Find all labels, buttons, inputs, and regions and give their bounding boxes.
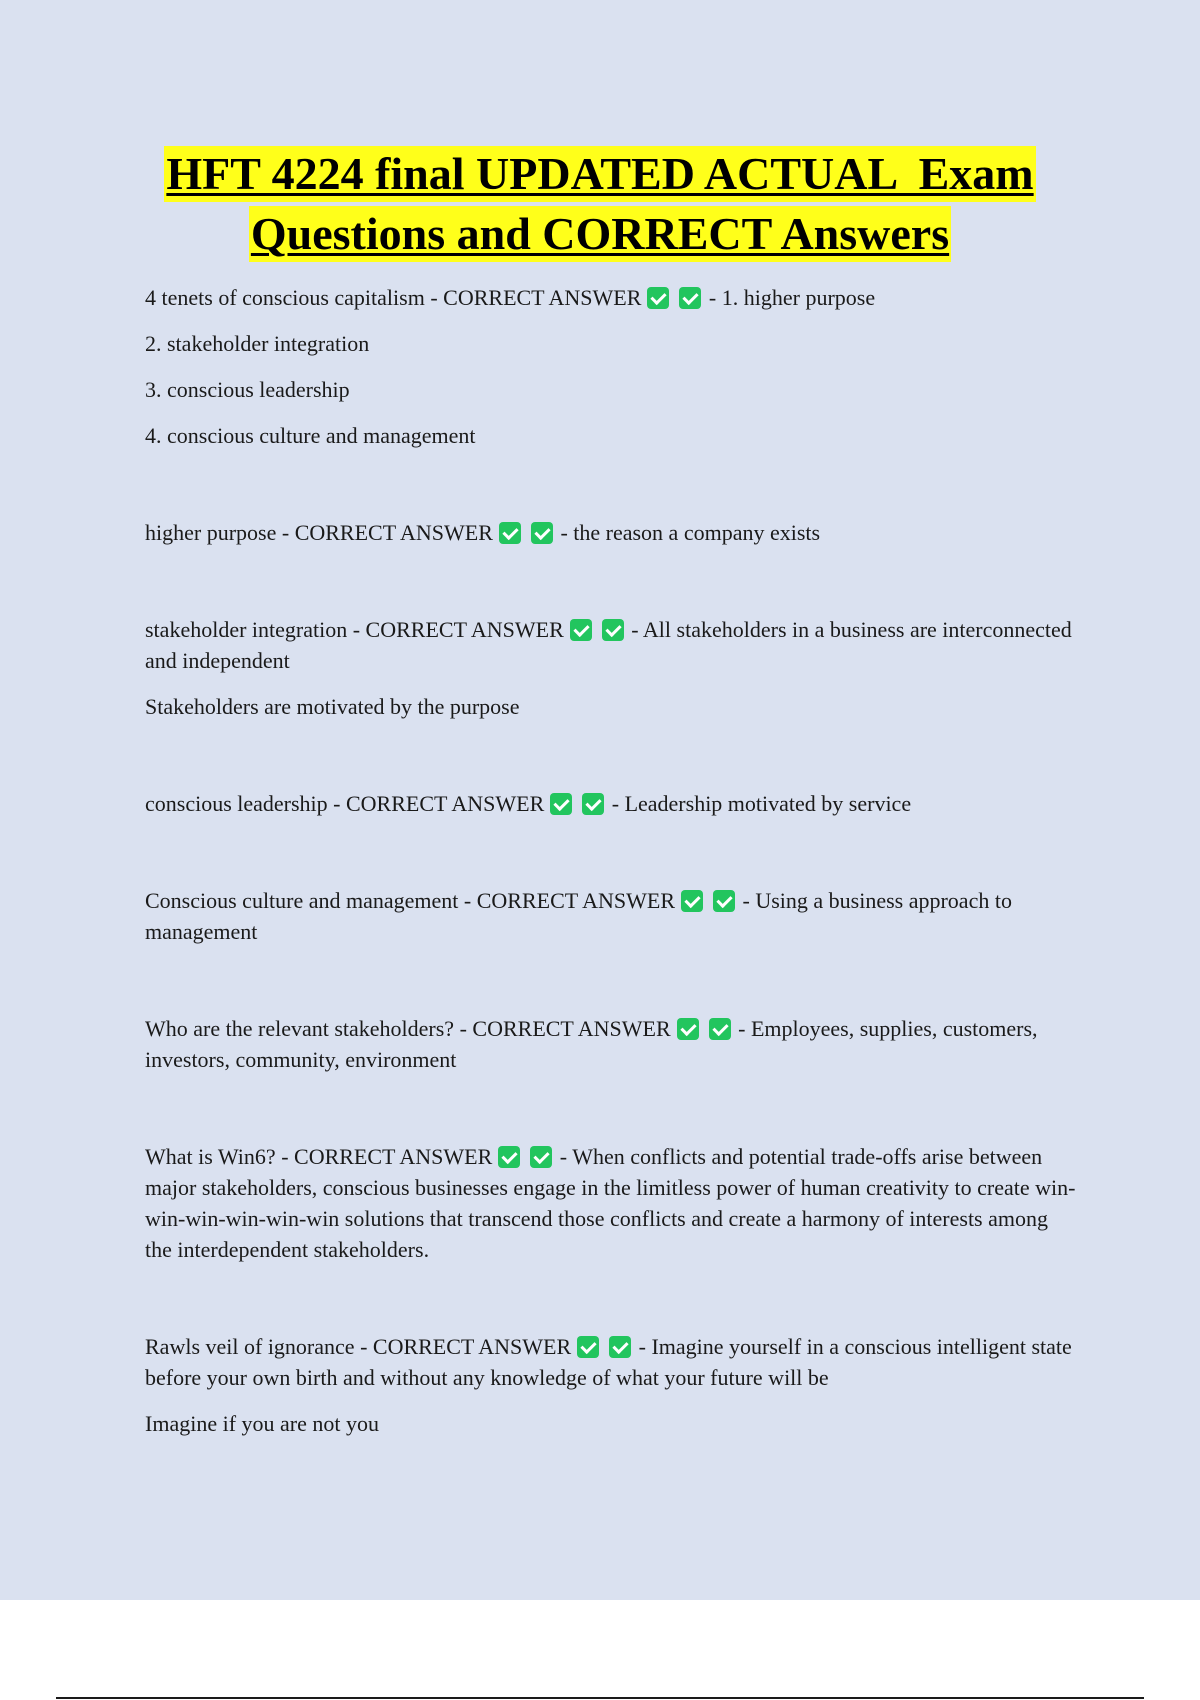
- check-box-icon: [530, 1146, 552, 1168]
- question-text: stakeholder integration: [145, 617, 348, 642]
- check-box-icon: [647, 287, 669, 309]
- qa-list: [145, 282, 1080, 1439]
- answer-text: Using a business approach to management: [145, 888, 1012, 944]
- check-box-icon: [582, 793, 604, 815]
- answer-text: the reason a company exists: [573, 520, 821, 545]
- question-text: Conscious culture and management: [145, 888, 459, 913]
- qa-entry: What is Win6? - CORRECT ANSWER - When conflicts and potential trade-offs arise between major stakeholders, conscious businesses engage in the limitless power of human creativity to create win-win-win-win-win-win solutions that transcend those conflicts and create a harmony of interests among the interdependent stakeholders.: [145, 1144, 1076, 1262]
- qa-entry: stakeholder integration - CORRECT ANSWER - All stakeholders in a business are interconnected and independent: [145, 617, 1072, 673]
- answer-text: Imagine yourself in a conscious intelligent state before your own birth and without any knowledge of what your future will be: [145, 1334, 1072, 1390]
- answer-text: Leadership motivated by service: [624, 791, 912, 816]
- answer-marker: CORRECT ANSWER: [443, 285, 642, 310]
- answer-text: All stakeholders in a business are interconnected and independent: [145, 617, 1072, 673]
- question-text: conscious leadership: [145, 791, 328, 816]
- check-box-icon: [498, 1146, 520, 1168]
- answer-continuation: Imagine if you are not you: [145, 1411, 379, 1436]
- answer-continuation: 4. conscious culture and management: [145, 423, 476, 448]
- check-box-icon: [550, 793, 572, 815]
- answer-text: When conflicts and potential trade-offs arise between major stakeholders, conscious businesses engage in the limitless power of human creativity to create win-win-win-win-win-win solutions that transcend those conflicts and create a harmony of interests among the interdependent stakeholders.: [145, 1144, 1076, 1262]
- question-text: What is Win6?: [145, 1144, 276, 1169]
- question-text: Rawls veil of ignorance: [145, 1334, 355, 1359]
- qa-entry: Conscious culture and management - CORRECT ANSWER - Using a business approach to management: [145, 888, 1012, 944]
- answer-text: 1. higher purpose: [721, 285, 876, 310]
- check-box-icon: [577, 1336, 599, 1358]
- answer-continuation: 2. stakeholder integration: [145, 331, 370, 356]
- document-title: [0, 146, 1200, 262]
- qa-entry: Who are the relevant stakeholders? - CORRECT ANSWER - Employees, supplies, customers, investors, community, environment: [145, 1016, 1038, 1072]
- footer-divider: [56, 1697, 1144, 1699]
- check-box-icon: [709, 1018, 731, 1040]
- answer-marker: CORRECT ANSWER: [346, 791, 545, 816]
- answer-marker: CORRECT ANSWER: [365, 617, 564, 642]
- qa-entry: Rawls veil of ignorance - CORRECT ANSWER - Imagine yourself in a conscious intelligent state before your own birth and without any knowledge of what your future will be: [145, 1334, 1072, 1390]
- answer-marker: CORRECT ANSWER: [372, 1334, 572, 1359]
- check-box-icon: [531, 522, 553, 544]
- title-line-1: HFT 4224 final UPDATED ACTUAL Exam: [164, 146, 1035, 202]
- check-box-icon: [681, 890, 703, 912]
- answer-marker: CORRECT ANSWER: [476, 888, 675, 913]
- answer-marker: CORRECT ANSWER: [472, 1016, 671, 1041]
- check-box-icon: [570, 619, 592, 641]
- qa-entry: conscious leadership - CORRECT ANSWER - Leadership motivated by service: [145, 791, 912, 816]
- check-box-icon: [609, 1336, 631, 1358]
- qa-entry: higher purpose - CORRECT ANSWER - the reason a company exists: [145, 520, 821, 545]
- answer-marker: CORRECT ANSWER: [294, 1144, 493, 1169]
- question-text: Who are the relevant stakeholders?: [145, 1016, 455, 1041]
- title-line-2: Questions and CORRECT Answers: [249, 206, 951, 262]
- question-text: 4 tenets of conscious capitalism: [145, 285, 425, 310]
- answer-continuation: Stakeholders are motivated by the purpose: [145, 694, 520, 719]
- check-box-icon: [602, 619, 624, 641]
- check-box-icon: [679, 287, 701, 309]
- answer-marker: CORRECT ANSWER: [294, 520, 493, 545]
- check-box-icon: [499, 522, 521, 544]
- qa-entry: 4 tenets of conscious capitalism - CORRECT ANSWER - 1. higher purpose: [145, 285, 876, 310]
- question-text: higher purpose: [145, 520, 277, 545]
- check-box-icon: [677, 1018, 699, 1040]
- answer-text: Employees, supplies, customers, investors, community, environment: [145, 1016, 1038, 1072]
- answer-continuation: 3. conscious leadership: [145, 377, 350, 402]
- check-box-icon: [713, 890, 735, 912]
